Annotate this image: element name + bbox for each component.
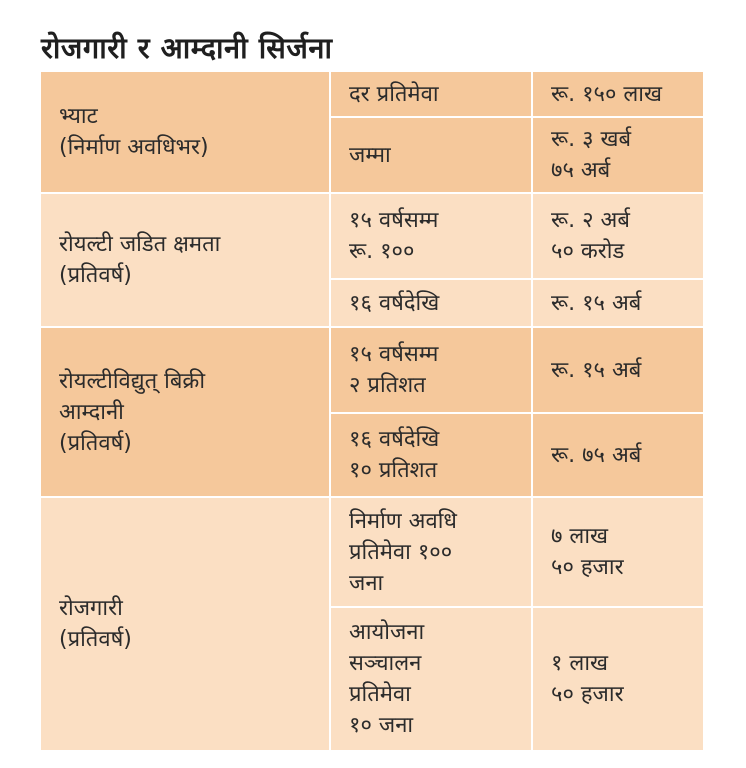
income-employment-table — [41, 72, 703, 750]
cell-label — [330, 327, 532, 413]
cell-value — [532, 497, 703, 607]
cell-label — [330, 117, 532, 193]
cell-label — [330, 72, 532, 117]
category-label: रोजगारी (प्रतिवर्ष) — [59, 596, 132, 652]
category-label: भ्याट (निर्माण अवधिभर) — [59, 104, 209, 160]
cell-label-text: आयोजना सञ्चालन प्रतिमेवा १० जना — [349, 620, 425, 738]
cell-value-text: रू. ७५ अर्ब — [551, 442, 642, 468]
cell-label-text: दर प्रतिमेवा — [349, 81, 439, 107]
cell-value — [532, 327, 703, 413]
cell-value-text: रू. १५ अर्ब — [551, 290, 642, 316]
cell-label-text: निर्माण अवधि प्रतिमेवा १०० जना — [349, 508, 457, 596]
cell-value — [532, 193, 703, 279]
cell-label-text: १६ वर्षदेखि १० प्रतिशत — [349, 427, 440, 483]
cell-value — [532, 279, 703, 327]
cell-value-text: १ लाख ५० हजार — [551, 651, 624, 707]
cell-label-text: १५ वर्षसम्म रू. १०० — [349, 208, 439, 264]
row-category-employment — [41, 497, 330, 750]
cell-value — [532, 117, 703, 193]
table-row — [41, 72, 703, 117]
cell-value — [532, 413, 703, 497]
category-label: रोयल्टीविद्युत् बिक्री आम्दानी (प्रतिवर्ष) — [59, 368, 206, 456]
page-title: रोजगारी र आम्दानी सिर्जना — [41, 31, 333, 65]
table-row — [41, 193, 703, 279]
cell-label — [330, 497, 532, 607]
category-label: रोयल्टी जडित क्षमता (प्रतिवर्ष) — [59, 232, 221, 288]
cell-label — [330, 413, 532, 497]
cell-value-text: रू. २ अर्ब ५० करोड — [551, 208, 630, 264]
cell-value-text: रू. ३ खर्ब ७५ अर्ब — [551, 127, 632, 183]
row-category-vat — [41, 72, 330, 193]
row-category-electricity — [41, 327, 330, 497]
cell-value-text: ७ लाख ५० हजार — [551, 524, 624, 580]
cell-label — [330, 279, 532, 327]
cell-label-text: १५ वर्षसम्म २ प्रतिशत — [349, 342, 439, 398]
cell-label-text: १६ वर्षदेखि — [349, 290, 440, 316]
row-category-royalty — [41, 193, 330, 327]
cell-value-text: रू. १५० लाख — [551, 81, 663, 107]
cell-label-text: जम्मा — [349, 142, 391, 168]
table-row — [41, 497, 703, 607]
cell-label — [330, 607, 532, 750]
cell-value — [532, 607, 703, 750]
cell-label — [330, 193, 532, 279]
cell-value — [532, 72, 703, 117]
cell-value-text: रू. १५ अर्ब — [551, 357, 642, 383]
table-row — [41, 327, 703, 413]
